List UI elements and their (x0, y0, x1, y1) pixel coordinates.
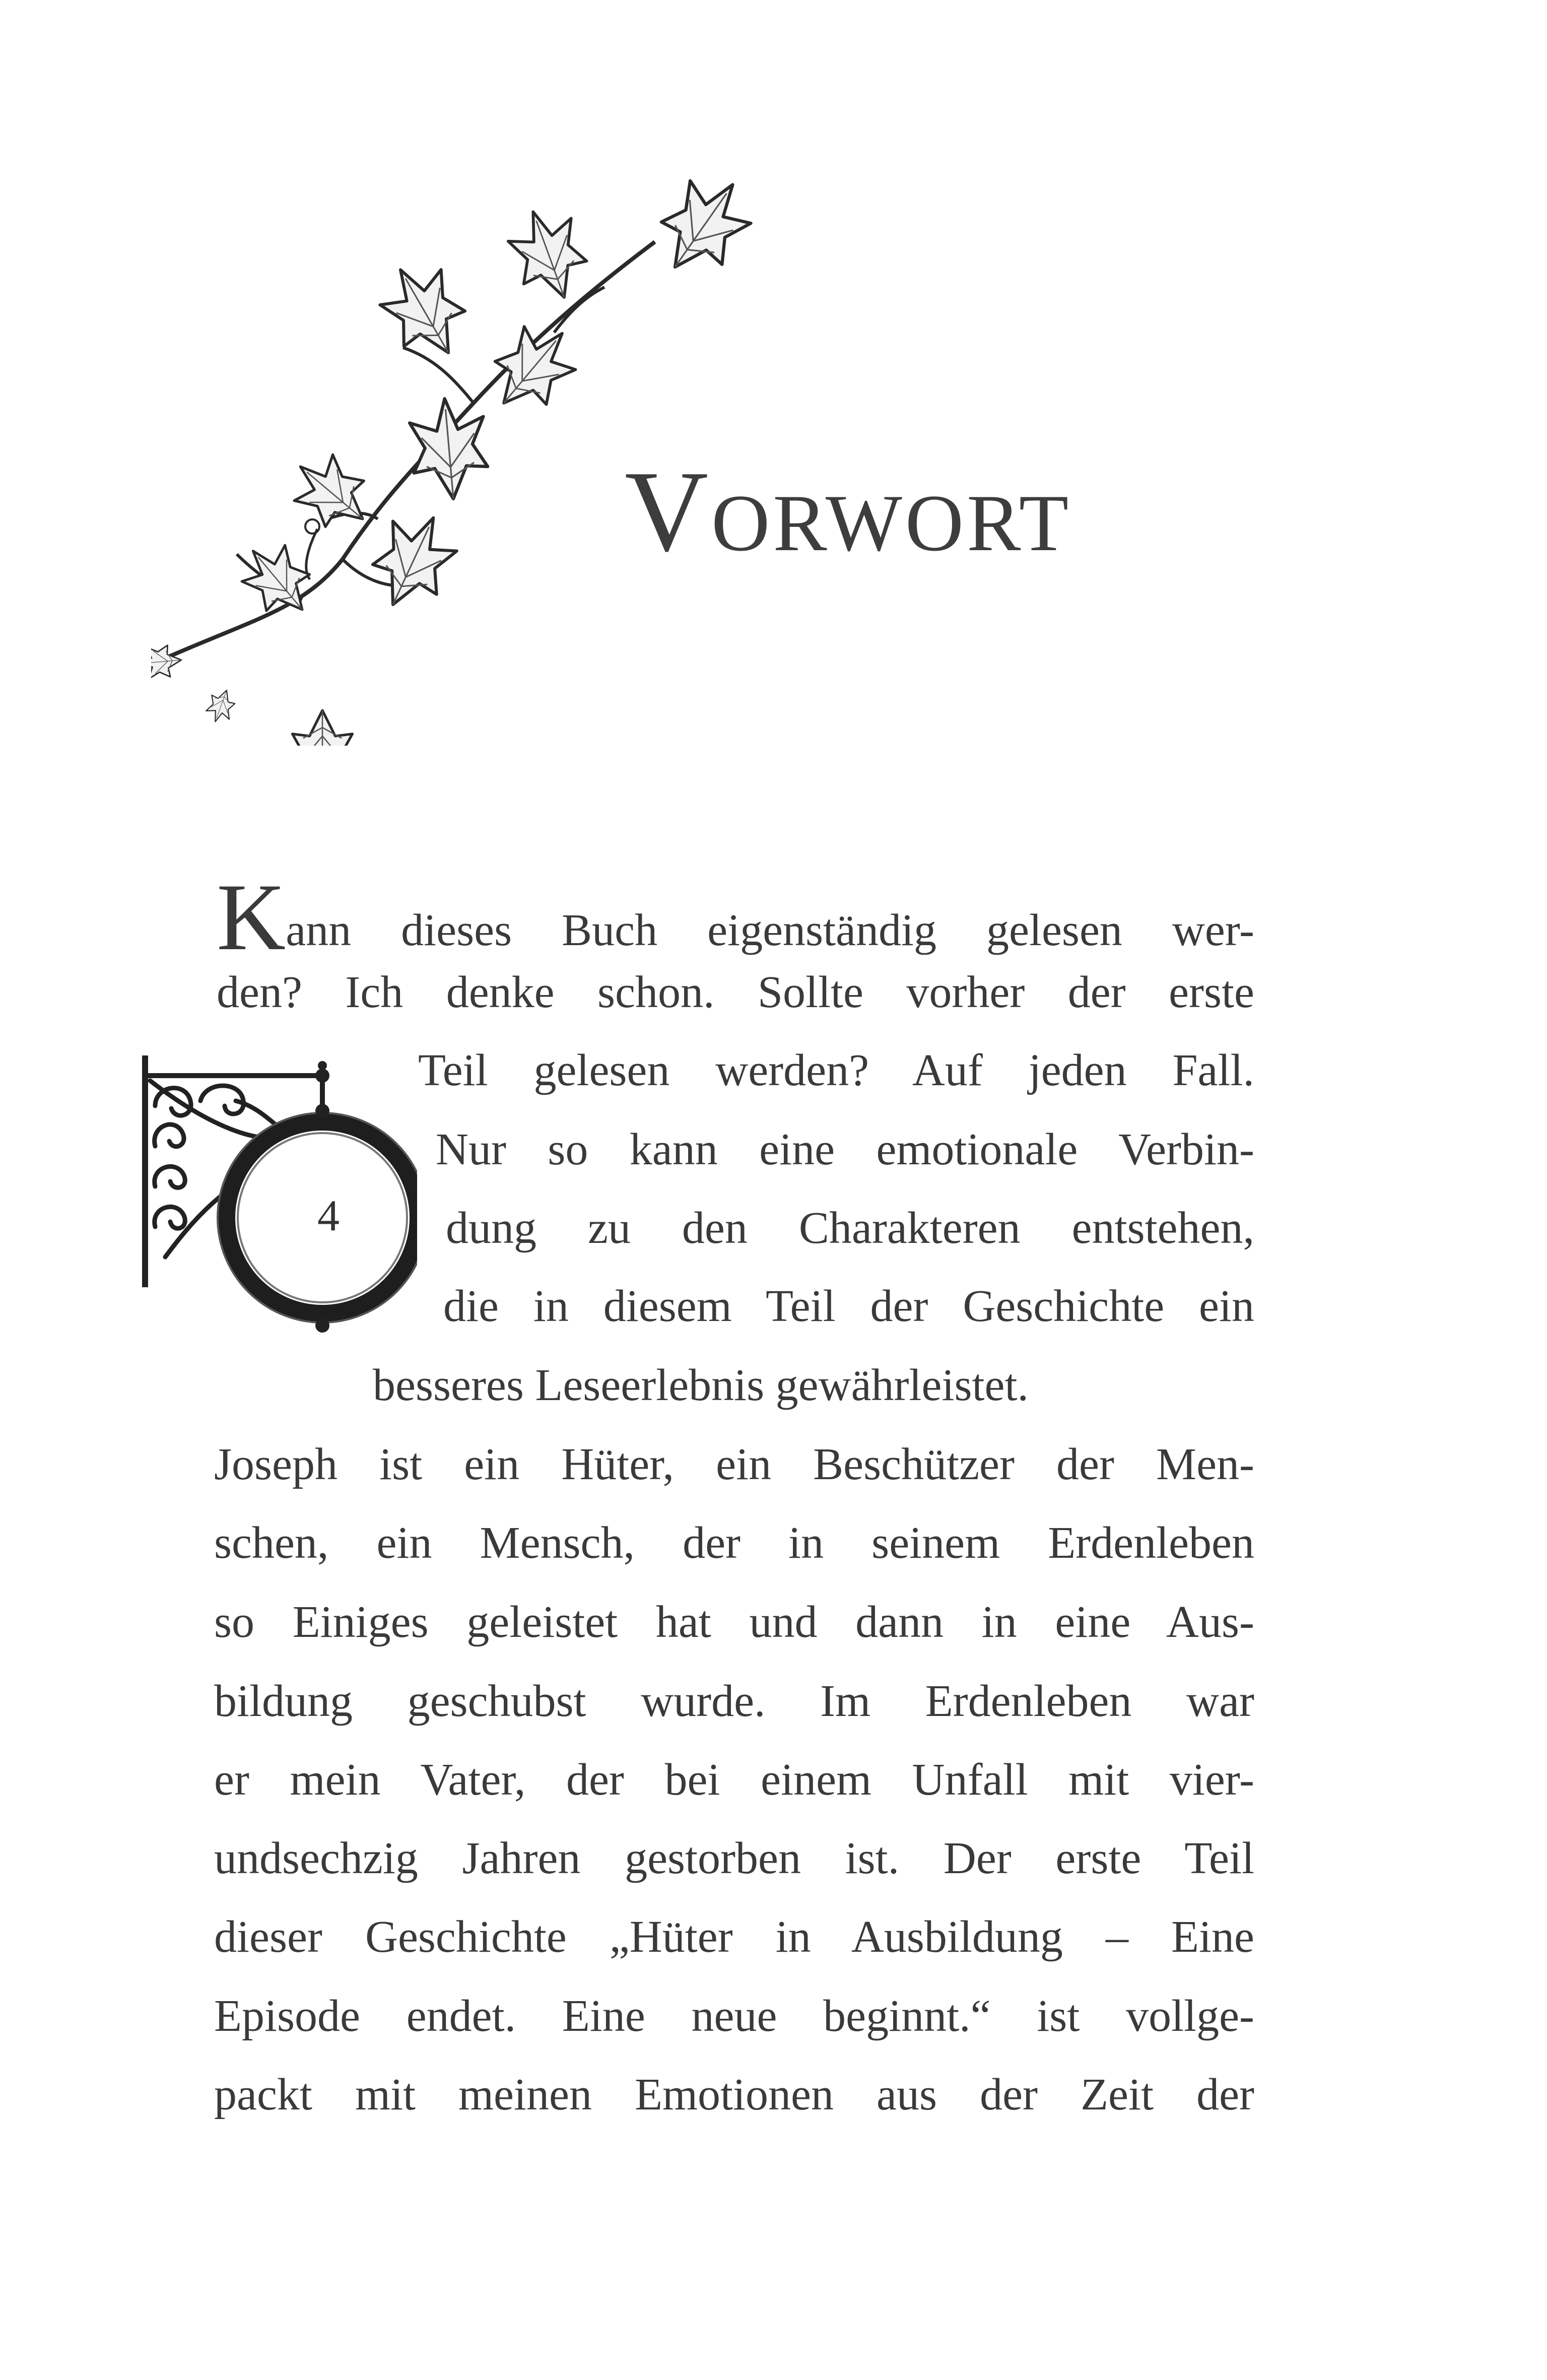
chapter-title: Vorwort (625, 447, 1072, 575)
text-line: so Einiges geleistet hat und dann in eine Aus- (214, 1597, 1254, 1647)
text-line: besseres Leseerlebnis gewährleistet. (373, 1360, 1029, 1410)
text-line: bildung geschubst wurde. Im Erdenleben war (214, 1676, 1254, 1726)
page-number: 4 (317, 1192, 340, 1240)
text-line: er mein Vater, der bei einem Unfall mit vier- (214, 1755, 1254, 1805)
text-line: dung zu den Charakteren entstehen, (446, 1203, 1254, 1253)
text-line: Nur so kann eine emotionale Verbin- (436, 1125, 1254, 1174)
text-line: schen, ein Mensch, der in seinem Erdenleben (214, 1518, 1254, 1568)
text-line: dieser Geschichte „Hüter in Ausbildung – Eine (214, 1912, 1254, 1962)
text-line: die in diesem Teil der Geschichte ein (443, 1281, 1254, 1331)
text-line: undsechzig Jahren gestorben ist. Der erste Teil (214, 1833, 1254, 1883)
text-line: Teil gelesen werden? Auf jeden Fall. (418, 1045, 1254, 1095)
drop-cap: K (217, 865, 286, 970)
text-line: den? Ich denke schon. Sollte vorher der erste (217, 967, 1254, 1017)
text-line: Kann dieses Buch eigenständig gelesen wer- (217, 865, 1254, 970)
text-line: Episode endet. Eine neue beginnt.“ ist vollge- (214, 1991, 1254, 2041)
hanging-sign-ornament (135, 1045, 417, 1338)
text-line: packt mit meinen Emotionen aus der Zeit der (214, 2070, 1254, 2120)
text-line: Joseph ist ein Hüter, ein Beschützer der Men- (214, 1439, 1254, 1489)
